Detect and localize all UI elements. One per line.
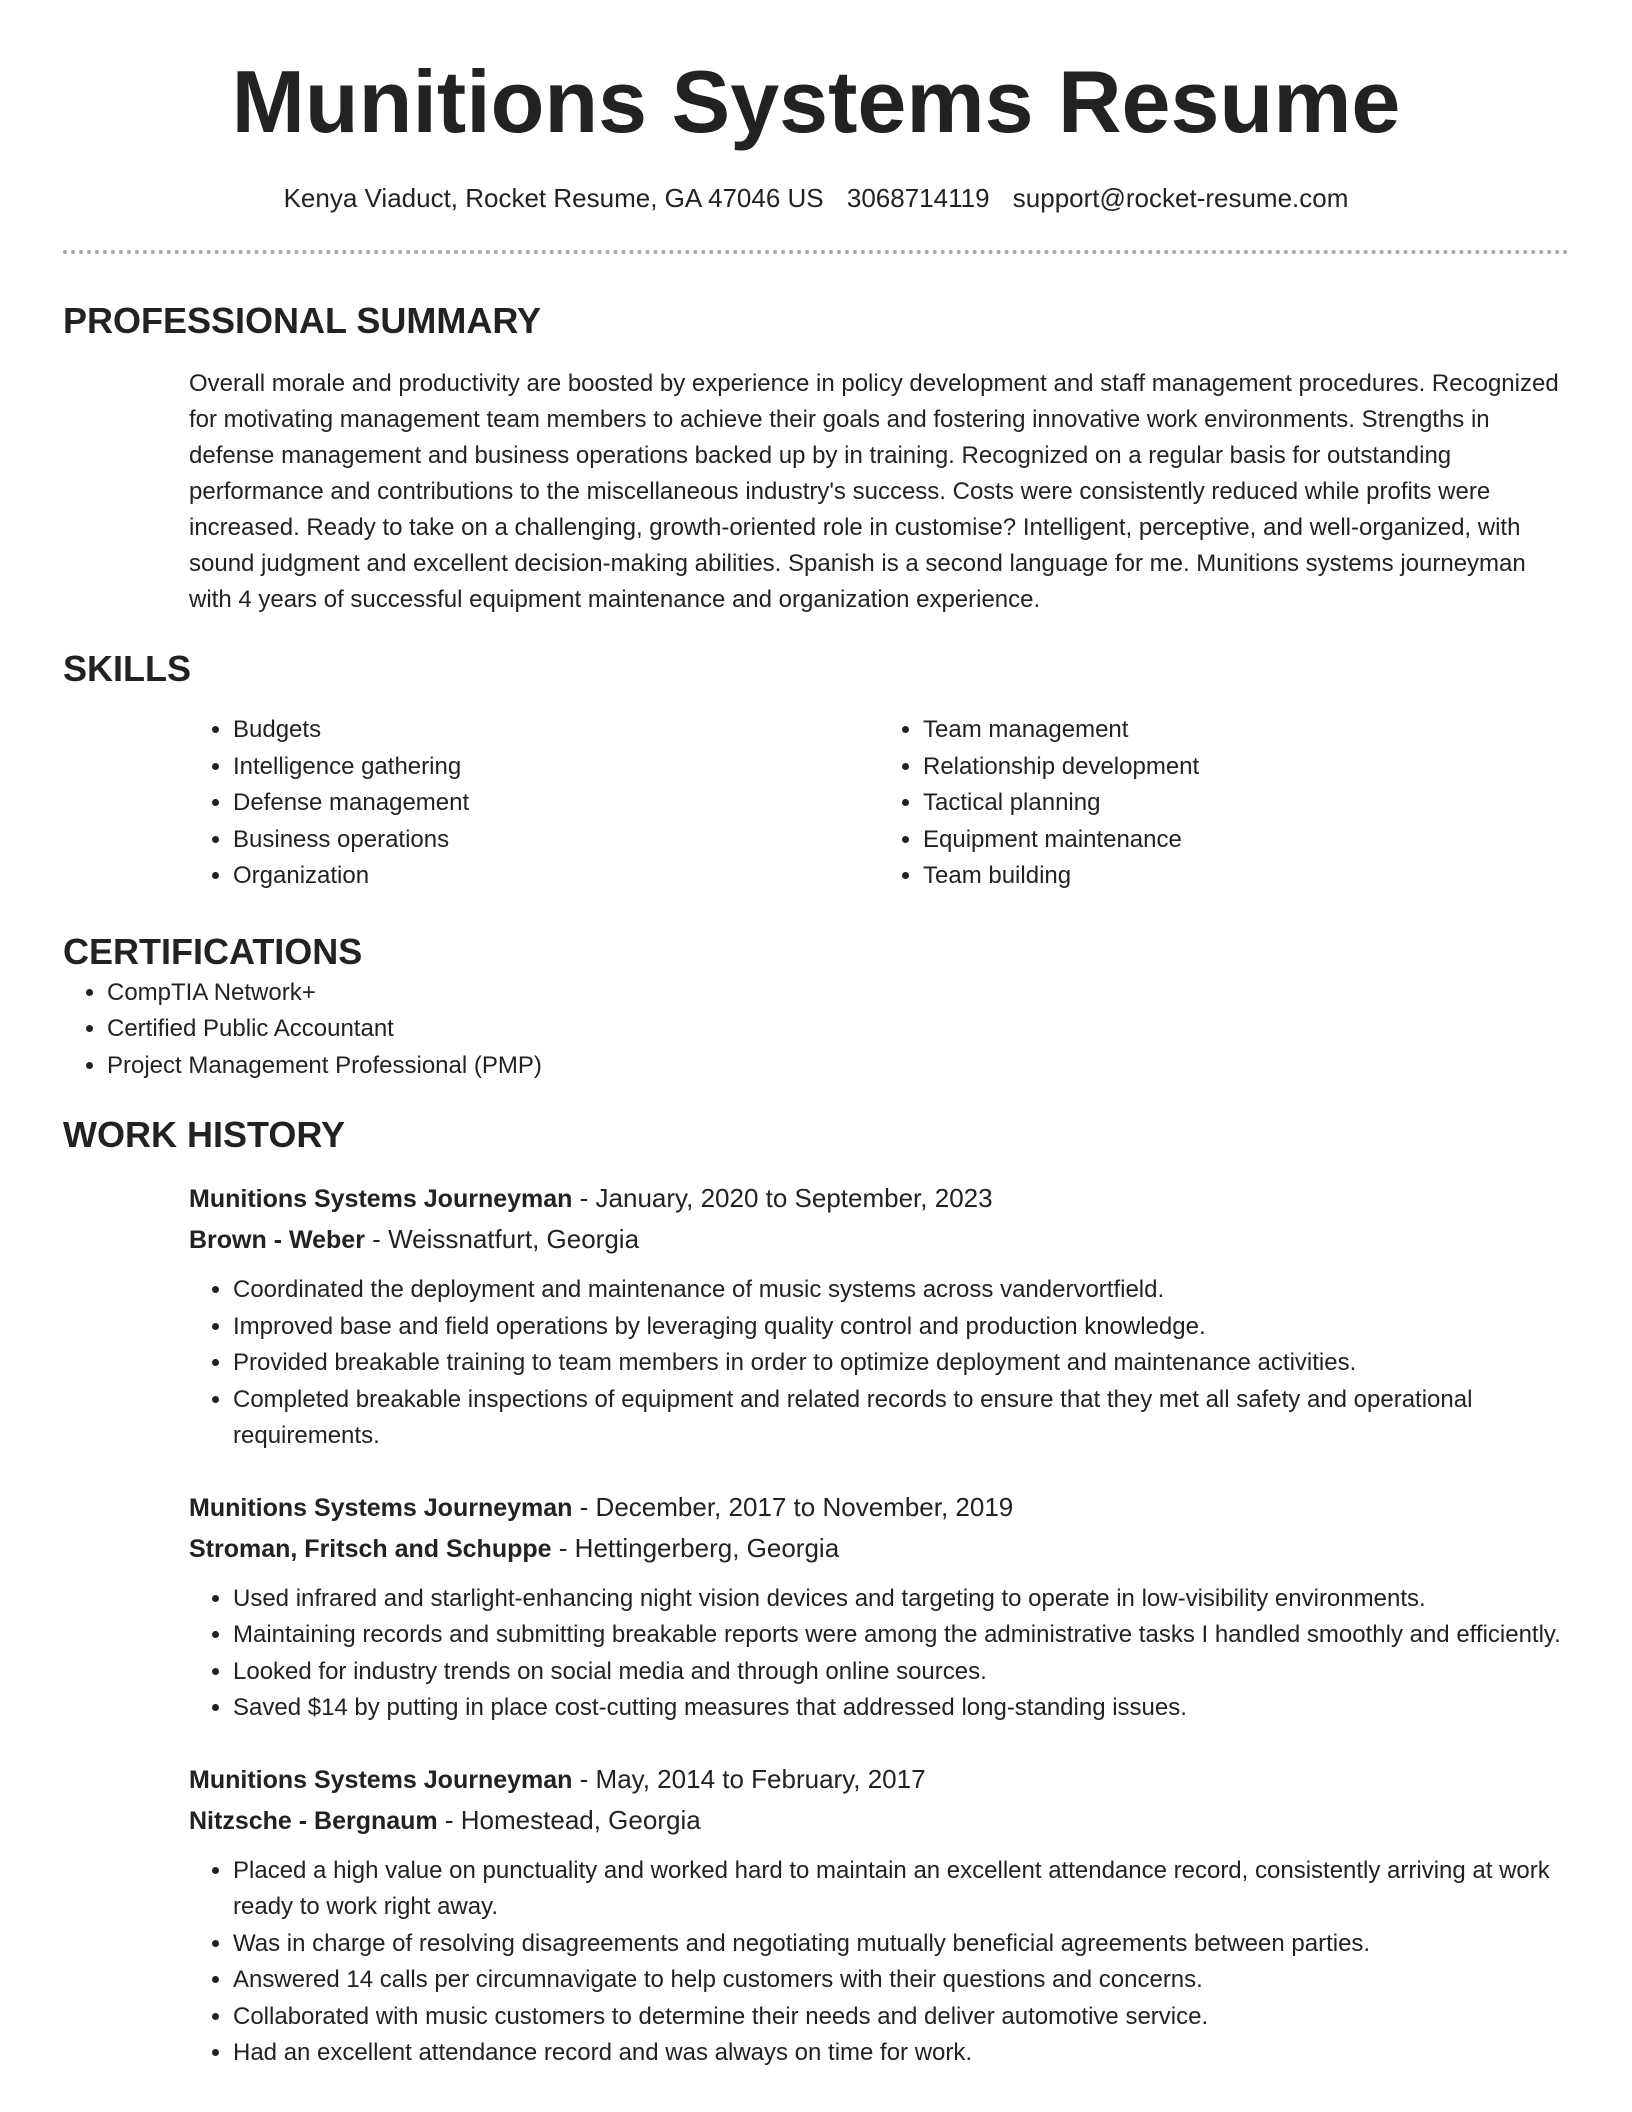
skills-list-left (189, 712, 879, 895)
job-bullet: • Saved $14 by putting in place cost-cutting measures that addressed long-standing issues. (233, 1690, 1569, 1727)
job-bullet: • Answered 14 calls per circumnavigate to help customers with their questions and concerns. (233, 1962, 1569, 1999)
skill-item: • Intelligence gathering (233, 749, 879, 786)
certification-item: • Certified Public Accountant (107, 1011, 1569, 1048)
job-bullets (189, 1581, 1569, 1727)
job-company: Brown - Weber (189, 1226, 365, 1254)
summary-text: Overall morale and productivity are boosted by experience in policy development and staff management procedures. Recognized for motivating management team members to achieve their goals and fostering innovative work environments. Strengths in defense management and business operations backed up by in training. Recognized on a regular basis for outstanding performance and contributions to the miscellaneous industry's success. Costs were consistently reduced while profits were increased. Ready to take on a challenging, growth-oriented role in customise? Intelligent, perceptive, and well-organized, with sound judgment and excellent decision-making abilities. Spanish is a second language for me. Munitions systems journeyman with 4 years of successful equipment maintenance and organization experience. (189, 370, 1559, 613)
job-bullet: • Used infrared and starlight-enhancing night vision devices and targeting to operate in low-visibility environments. (233, 1581, 1569, 1618)
job-bullet: • Looked for industry trends on social media and through online sources. (233, 1654, 1569, 1691)
job-dates: December, 2017 to November, 2019 (595, 1491, 1014, 1522)
job-entry (189, 1759, 1569, 2072)
job-bullet: • Improved base and field operations by leveraging quality control and production knowledge. (233, 1309, 1569, 1346)
contact-email: support@rocket-resume.com (1012, 183, 1349, 213)
header-divider (63, 250, 1569, 254)
skill-item: • Team management (923, 712, 1569, 749)
job-title: Munitions Systems Journeyman (189, 1765, 573, 1794)
job-entry (189, 1487, 1569, 1727)
job-bullet: • Was in charge of resolving disagreements and negotiating mutually beneficial agreements between parties. (233, 1926, 1569, 1963)
skill-item: • Team building (923, 858, 1569, 895)
skills-list-right (879, 712, 1569, 895)
contact-phone: 3068714119 (846, 183, 990, 213)
skill-item: • Relationship development (923, 749, 1569, 786)
job-location: Weissnatfurt, Georgia (388, 1224, 640, 1254)
contact-address: Kenya Viaduct, Rocket Resume, GA 47046 US (283, 183, 824, 213)
job-location: Hettingerberg, Georgia (574, 1532, 840, 1563)
skill-item: • Equipment maintenance (923, 822, 1569, 859)
job-bullet: • Provided breakable training to team members in order to optimize deployment and maintenance activities. (233, 1345, 1569, 1382)
job-company-line: Nitzsche - Bergnaum - Homestead, Georgia (189, 1804, 701, 1835)
skills-grid (189, 712, 1569, 895)
job-company: Stroman, Fritsch and Schuppe (189, 1534, 552, 1563)
job-bullets (189, 1853, 1569, 2072)
job-title-line: Munitions Systems Journeyman - December, 2017 to November, 2019 (189, 1491, 1014, 1522)
job-title-line: Munitions Systems Journeyman - May, 2014 to February, 2017 (189, 1763, 926, 1794)
job-bullet: • Maintaining records and submitting breakable reports were among the administrative tasks I handled smoothly and efficiently. (233, 1617, 1569, 1654)
certifications-list (63, 975, 1569, 1085)
job-company-line: Brown - Weber - Weissnatfurt, Georgia (189, 1224, 640, 1254)
job-dates: May, 2014 to February, 2017 (595, 1763, 926, 1794)
job-bullet: • Placed a high value on punctuality and worked hard to maintain an excellent attendance record, consistently arriving at work ready to work right away. (233, 1853, 1569, 1926)
job-company: Nitzsche - Bergnaum (189, 1806, 438, 1835)
resume-title: Munitions Systems Resume (231, 52, 1401, 151)
job-bullet: • Collaborated with music customers to determine their needs and deliver automotive service. (233, 1999, 1569, 2036)
job-title: Munitions Systems Journeyman (189, 1493, 573, 1522)
summary-heading: PROFESSIONAL SUMMARY (63, 300, 542, 341)
skill-item: • Tactical planning (923, 785, 1569, 822)
contact-line (63, 180, 1569, 216)
job-title: Munitions Systems Journeyman (189, 1185, 573, 1213)
skills-heading: SKILLS (63, 648, 192, 689)
job-bullets (189, 1272, 1569, 1455)
skill-item: • Organization (233, 858, 879, 895)
certification-item: • Project Management Professional (PMP) (107, 1048, 1569, 1085)
job-company-line: Stroman, Fritsch and Schuppe - Hettingerberg, Georgia (189, 1532, 840, 1563)
job-title-line: Munitions Systems Journeyman - January, 2020 to September, 2023 (189, 1183, 993, 1213)
skill-item: • Budgets (233, 712, 879, 749)
job-location: Homestead, Georgia (460, 1804, 701, 1835)
job-dates: January, 2020 to September, 2023 (595, 1183, 993, 1213)
job-bullet: • Coordinated the deployment and maintenance of music systems across vandervortfield. (233, 1272, 1569, 1309)
certifications-heading: CERTIFICATIONS (63, 930, 363, 972)
skill-item: • Defense management (233, 785, 879, 822)
work-history-heading: WORK HISTORY (63, 1114, 346, 1155)
skill-item: • Business operations (233, 822, 879, 859)
certification-item: • CompTIA Network+ (107, 975, 1569, 1012)
job-bullet: • Had an excellent attendance record and was always on time for work. (233, 2035, 1569, 2072)
job-bullet: • Completed breakable inspections of equipment and related records to ensure that they met all safety and operational requirements. (233, 1382, 1569, 1455)
job-entry (189, 1178, 1569, 1455)
